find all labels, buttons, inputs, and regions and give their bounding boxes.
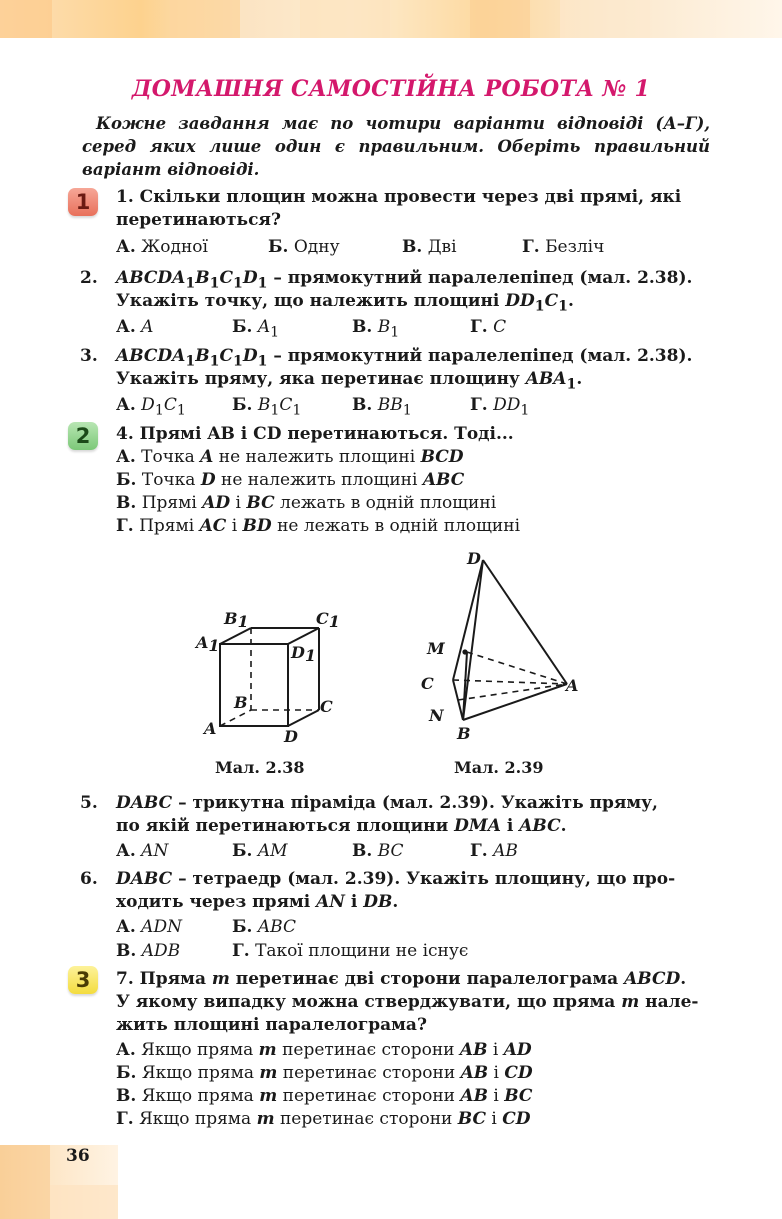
- question-7: 7. Пряма m перетинає дві сторони паралелограма ABCD.: [116, 969, 687, 989]
- q7-option-c[interactable]: В. Якщо пряма m перетинає сторони AB і BC: [116, 1086, 533, 1106]
- top-decorative-band: [0, 0, 782, 38]
- q4-option-c[interactable]: В. Прямі AD і BC лежать в одній площині: [116, 493, 497, 513]
- instructions: Кожне завдання має по чотири варіанти відповіді (А–Г), серед яких лише один є правильним. Оберіть правильний варіант відповіді.: [82, 114, 710, 179]
- q7-option-d[interactable]: Г. Якщо пряма m перетинає сторони BC і CD: [116, 1109, 531, 1129]
- label-D: D: [467, 549, 481, 568]
- q2-option-a[interactable]: А. A: [116, 317, 154, 337]
- label-M: M: [427, 639, 445, 658]
- question-5-number: 5.: [80, 793, 98, 813]
- q5-option-b[interactable]: Б. AM: [232, 841, 288, 861]
- question-2: $ABCDA_1B_1C_1D_1$ – прямокутний паралелепіпед (мал. 2.38).: [116, 268, 693, 292]
- q1-option-d[interactable]: Г. Безліч: [522, 237, 605, 257]
- q7-option-a[interactable]: А. Якщо пряма m перетинає сторони AB і AD: [116, 1040, 532, 1060]
- question-5: DABC – трикутна піраміда (мал. 2.39). Укажіть пряму,: [116, 793, 658, 813]
- figure-2-39-pyramid: [415, 548, 595, 748]
- q2-option-c[interactable]: В. $B_1$: [352, 317, 400, 341]
- bottom-decorative-band: [0, 1145, 118, 1219]
- label-A: A: [566, 676, 579, 695]
- q1-option-c[interactable]: В. Дві: [402, 237, 457, 257]
- page-number: 36: [66, 1146, 90, 1166]
- q1-option-a[interactable]: А. Жодної: [116, 237, 208, 257]
- q3-option-d[interactable]: Г. $DD_1$: [470, 395, 530, 419]
- label-A1: A1: [196, 633, 220, 655]
- question-1: 1. Скільки площин можна провести через дві прямі, які: [116, 187, 682, 207]
- q7-option-b[interactable]: Б. Якщо пряма m перетинає сторони AB і CD: [116, 1063, 533, 1083]
- level-badge-2: 2: [68, 422, 98, 450]
- label-C: C: [320, 697, 333, 716]
- label-C: C: [421, 674, 434, 693]
- q6-option-a[interactable]: А. ADN: [116, 917, 182, 937]
- q1-option-b[interactable]: Б. Одну: [268, 237, 340, 257]
- label-B: B: [457, 724, 471, 743]
- label-N: N: [429, 706, 444, 725]
- question-2-number: 2.: [80, 268, 98, 288]
- q5-option-c[interactable]: В. BC: [352, 841, 404, 861]
- question-6-number: 6.: [80, 869, 98, 889]
- label-B: B: [234, 693, 248, 712]
- page-title: ДОМАШНЯ САМОСТІЙНА РОБОТА № 1: [131, 76, 651, 102]
- q2-option-b[interactable]: Б. $A_1$: [232, 317, 280, 341]
- q2-option-d[interactable]: Г. C: [470, 317, 507, 337]
- q6-option-b[interactable]: Б. ABC: [232, 917, 296, 937]
- level-badge-3: 3: [68, 966, 98, 994]
- figure-2-38-caption: Мал. 2.38: [215, 758, 305, 777]
- q6-option-d[interactable]: Г. Такої площини не існує: [232, 941, 469, 961]
- label-B1: B1: [224, 609, 249, 631]
- label-A: A: [204, 719, 217, 738]
- q3-option-b[interactable]: Б. $B_1C_1$: [232, 395, 302, 419]
- q4-option-d[interactable]: Г. Прямі AC і BD не лежать в одній площині: [116, 516, 521, 536]
- q4-option-b[interactable]: Б. Точка D не належить площині ABC: [116, 470, 465, 490]
- level-badge-1: 1: [68, 188, 98, 216]
- label-D1: D1: [291, 643, 317, 665]
- q5-option-a[interactable]: А. AN: [116, 841, 169, 861]
- q3-option-c[interactable]: В. $BB_1$: [352, 395, 412, 419]
- figure-2-39-caption: Мал. 2.39: [454, 758, 544, 777]
- question-6: DABC – тетраедр (мал. 2.39). Укажіть площину, що про-: [116, 869, 676, 889]
- question-4: 4. Прямі AB і CD перетинаються. Тоді...: [116, 424, 514, 444]
- q6-option-c[interactable]: В. ADB: [116, 941, 181, 961]
- label-D: D: [284, 727, 298, 746]
- q3-option-a[interactable]: А. $D_1C_1$: [116, 395, 186, 419]
- q5-option-d[interactable]: Г. AB: [470, 841, 518, 861]
- label-C1: C1: [316, 609, 340, 631]
- question-3-number: 3.: [80, 346, 98, 366]
- q4-option-a[interactable]: А. Точка A не належить площині BCD: [116, 447, 464, 467]
- figure-2-38-parallelepiped: [190, 600, 350, 750]
- question-3: $ABCDA_1B_1C_1D_1$ – прямокутний паралелепіпед (мал. 2.38).: [116, 346, 693, 370]
